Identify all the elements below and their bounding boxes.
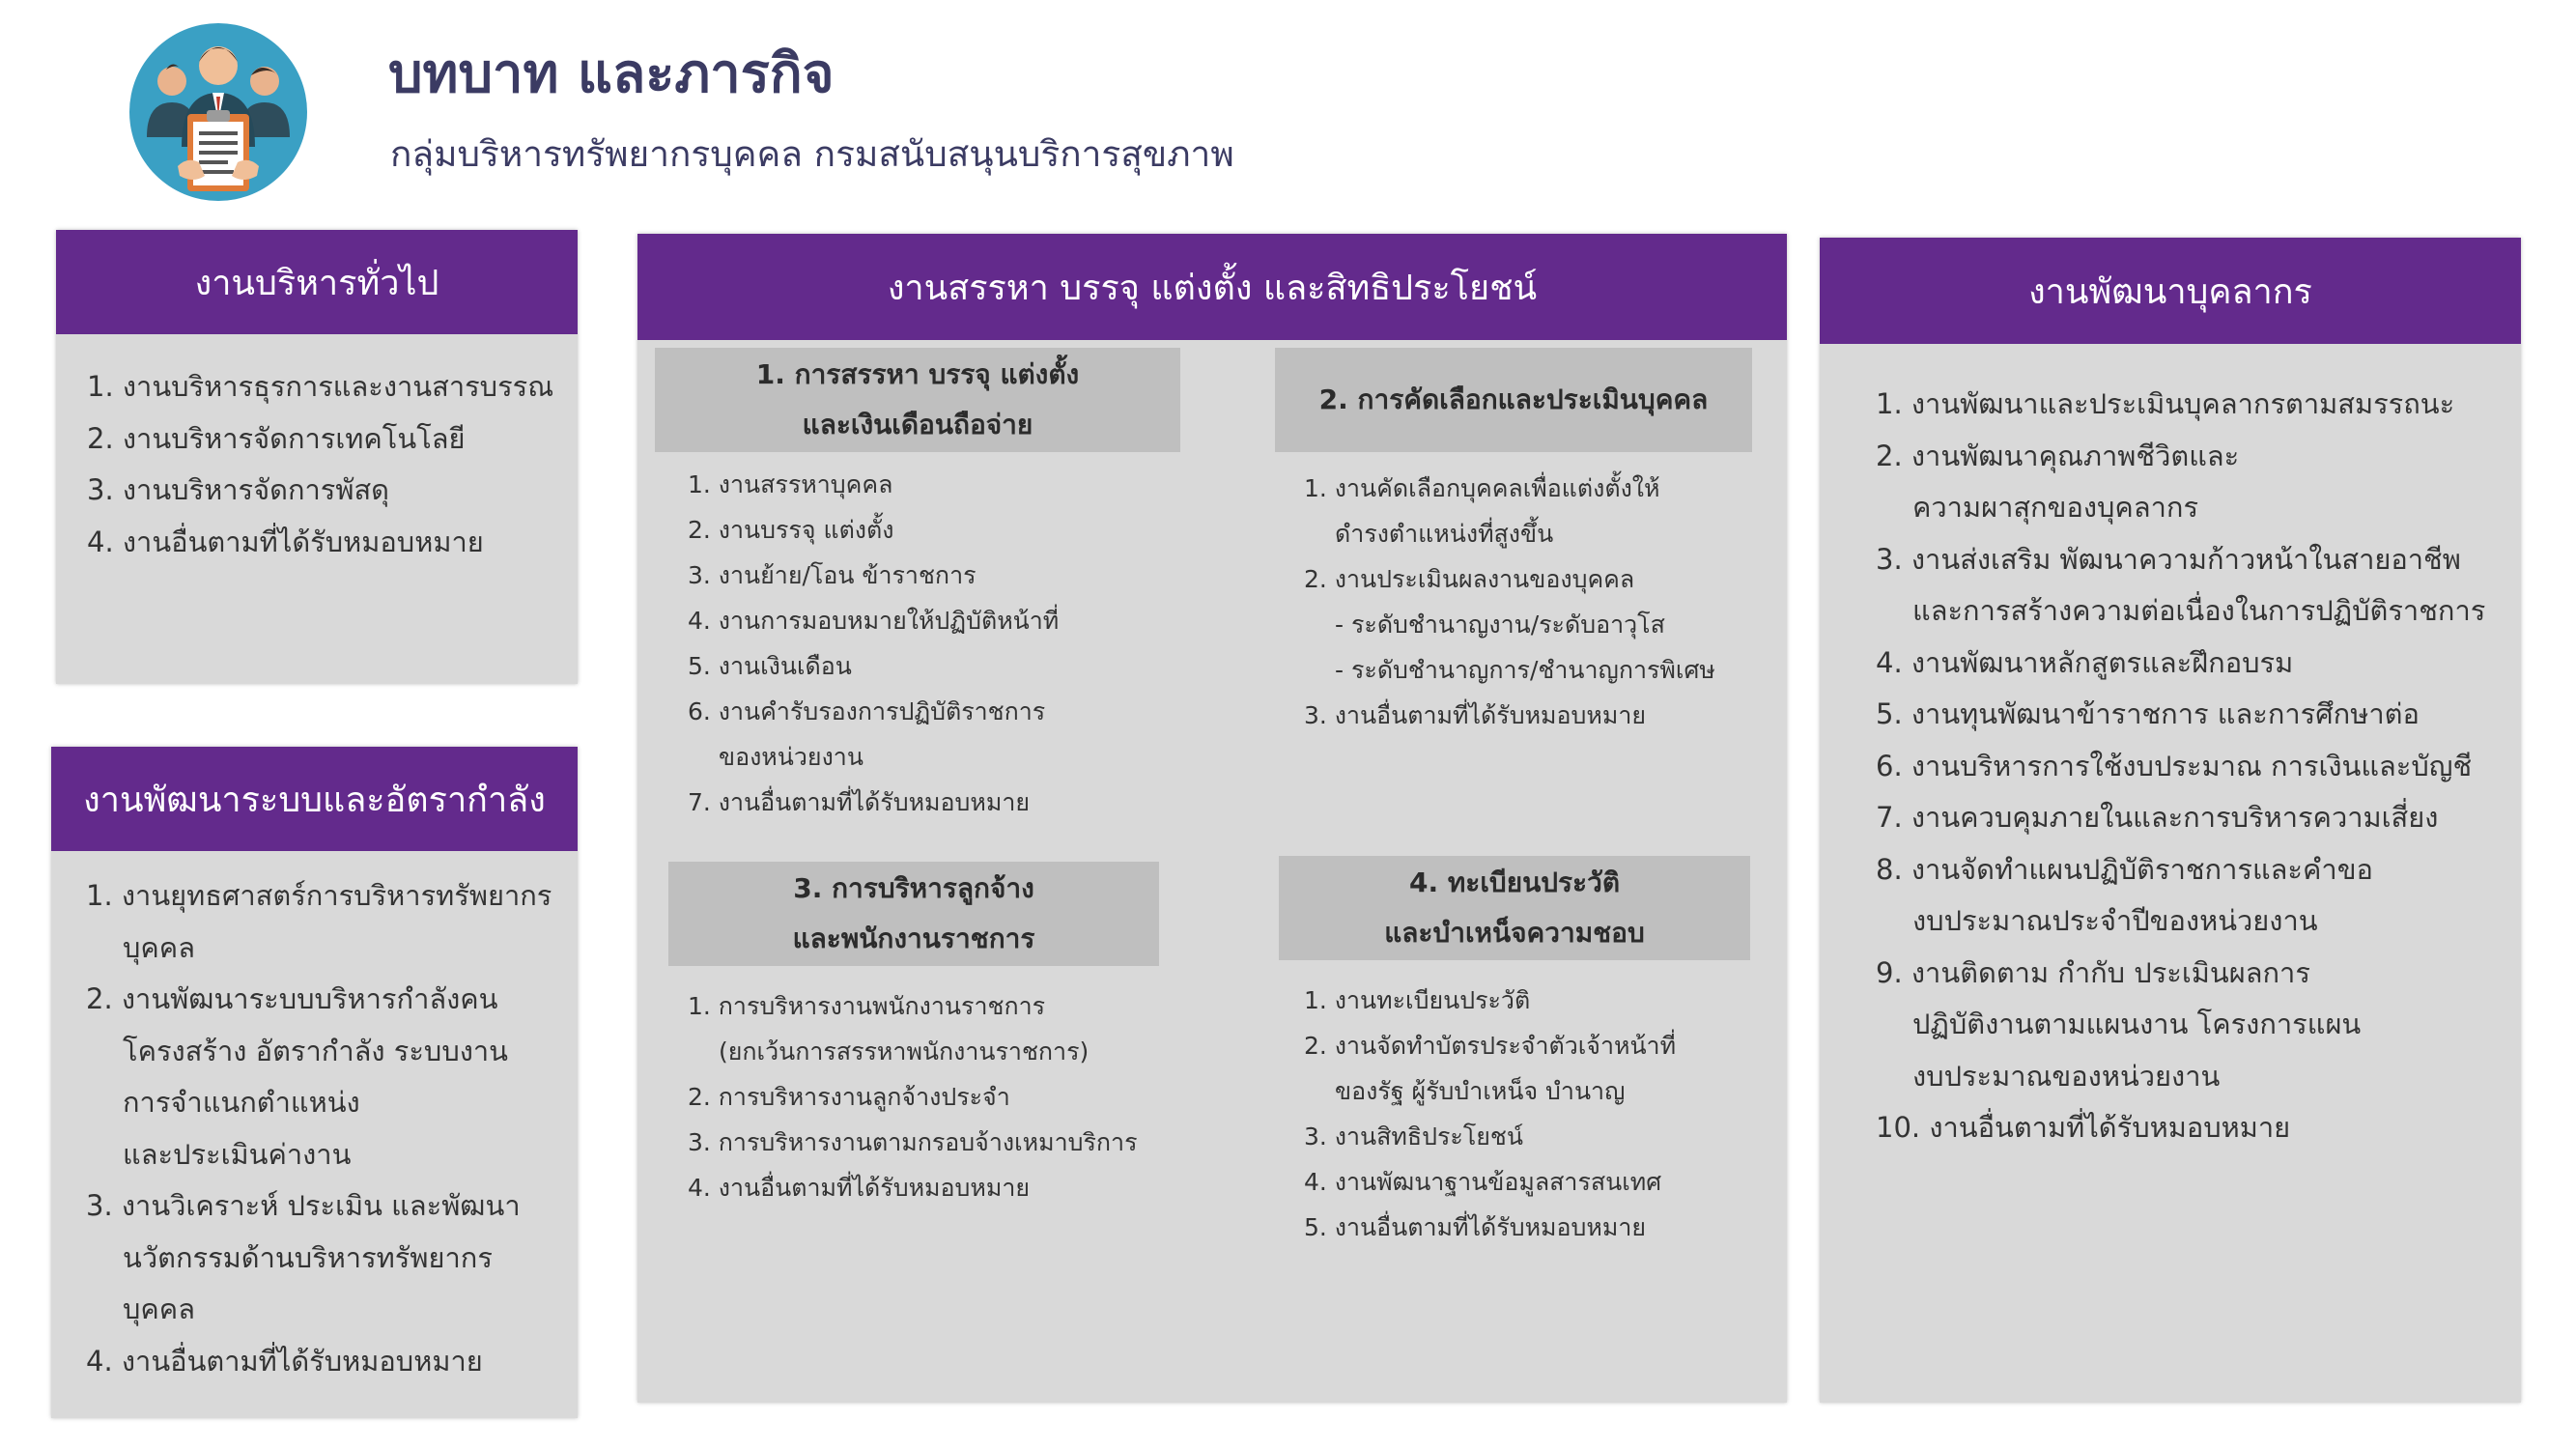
section-employees-header (668, 862, 1159, 966)
list-item: - ระดับชำนาญงาน/ระดับอาวุโส (1335, 611, 1665, 639)
panel-general-admin (56, 230, 578, 684)
list-item: 8. งานจัดทำแผนปฏิบัติราชการและคำขอ (1876, 852, 2373, 886)
list-item: ของรัฐ ผู้รับบำเหน็จ บำนาญ (1335, 1077, 1626, 1105)
list-item: งบประมาณประจำปีของหน่วยงาน (1912, 904, 2318, 937)
list-item: การจำแนกตำแหน่ง (123, 1086, 360, 1119)
panel-general-admin-header (56, 230, 578, 334)
panel-system-dev-header (51, 747, 578, 851)
list-item: 2. งานบริหารจัดการเทคโนโลยี (87, 421, 466, 455)
panel-personnel-dev-header (1820, 238, 2521, 344)
list-item: 6. งานคำรับรองการปฏิบัติราชการ (688, 697, 1046, 725)
list-item: 1. การบริหารงานพนักงานราชการ (688, 992, 1046, 1020)
section-title-line: และบำเหน็จความชอบ (1384, 917, 1645, 949)
page-subtitle: กลุ่มบริหารทรัพยากรบุคคล กรมสนับสนุนบริการสุขภาพ (390, 133, 1234, 175)
list-item: 2. งานประเมินผลงานของบุคคล (1304, 565, 1635, 593)
list-item: 3. งานส่งเสริม พัฒนาความก้าวหน้าในสายอาชีพ (1876, 542, 2461, 576)
general-admin-list (87, 361, 553, 568)
panel-title: งานบริหารทั่วไป (194, 263, 439, 303)
section-recruit-appoint-header (655, 348, 1180, 452)
list-item: 1. งานพัฒนาและประเมินบุคลากรตามสมรรถนะ (1876, 387, 2455, 420)
list-item: 4. งานพัฒนาฐานข้อมูลสารสนเทศ (1304, 1168, 1662, 1196)
panel-title: งานพัฒนาบุคลากร (2028, 271, 2312, 312)
panel-title: งานสรรหา บรรจุ แต่งตั้ง และสิทธิประโยชน์ (887, 268, 1538, 308)
section-title-line: และเงินเดือนถือจ่าย (802, 409, 1033, 440)
list-item: 7. งานอื่นตามที่ได้รับหมอบหมาย (688, 788, 1031, 816)
list-item: - ระดับชำนาญการ/ชำนาญการพิเศษ (1335, 656, 1715, 684)
list-item: 3. การบริหารงานตามกรอบจ้างเหมาบริการ (688, 1128, 1138, 1156)
panel-recruitment (637, 234, 1787, 1403)
list-item: 1. งานคัดเลือกบุคคลเพื่อแต่งตั้งให้ (1304, 474, 1660, 502)
list-item: 1. งานทะเบียนประวัติ (1304, 986, 1531, 1014)
list-item: ปฏิบัติงานตามแผนงาน โครงการแผน (1912, 1008, 2362, 1040)
panel-title: งานพัฒนาระบบและอัตรากำลัง (83, 780, 546, 820)
section-registry-header (1279, 856, 1750, 960)
list-item: ดำรงตำแหน่งที่สูงขึ้น (1335, 520, 1554, 548)
personnel-dev-list (1876, 379, 2485, 1154)
list-item: บุคคล (123, 1293, 195, 1325)
section-registry-list (1304, 978, 1676, 1250)
list-item: 5. งานอื่นตามที่ได้รับหมอบหมาย (1304, 1213, 1647, 1241)
list-item: 3. งานวิเคราะห์ ประเมิน และพัฒนา (86, 1189, 521, 1222)
list-item: 2. งานบรรจุ แต่งตั้ง (688, 516, 894, 544)
section-title-line: 4. ทะเบียนประวัติ (1408, 867, 1620, 898)
section-title-line: และพนักงานราชการ (792, 923, 1035, 954)
list-item: 3. งานบริหารจัดการพัสดุ (87, 473, 390, 506)
list-item: 4. งานอื่นตามที่ได้รับหมอบหมาย (86, 1344, 483, 1378)
list-item: 3. งานอื่นตามที่ได้รับหมอบหมาย (1304, 701, 1647, 729)
page-title: บทบาท และภารกิจ (388, 43, 835, 105)
list-item: 7. งานควบคุมภายในและการบริหารความเสี่ยง (1876, 801, 2439, 834)
list-item: งบประมาณของหน่วยงาน (1912, 1059, 2221, 1093)
list-item: 4. งานอื่นตามที่ได้รับหมอบหมาย (87, 525, 484, 558)
section-title-line: 1. การสรรหา บรรจุ แต่งตั้ง (755, 358, 1080, 390)
system-dev-list (86, 870, 552, 1387)
list-item: 6. งานบริหารการใช้งบประมาณ การเงินและบัญชี (1876, 749, 2473, 782)
list-item: (ยกเว้นการสรรหาพนักงานราชการ) (719, 1037, 1090, 1065)
list-item: ความผาสุกของบุคลากร (1912, 491, 2199, 524)
list-item: 2. งานพัฒนาระบบบริหารกำลังคน (86, 982, 498, 1015)
list-item: 5. งานทุนพัฒนาข้าราชการ และการศึกษาต่อ (1876, 697, 2420, 730)
list-item: บุคคล (123, 930, 195, 964)
list-item: 2. งานพัฒนาคุณภาพชีวิตและ (1876, 439, 2240, 472)
section-recruit-appoint-list (688, 462, 1059, 825)
list-item: 1. งานบริหารธุรการและงานสารบรรณ (87, 370, 554, 403)
panel-recruitment-header (637, 234, 1787, 340)
list-item: 3. งานย้าย/โอน ข้าราชการ (688, 561, 977, 589)
panel-system-dev (51, 747, 578, 1418)
list-item: นวัตกรรมด้านบริหารทรัพยากร (123, 1240, 493, 1274)
section-employees-list (688, 983, 1138, 1210)
section-selection-eval-list (1304, 466, 1715, 738)
list-item: โครงสร้าง อัตรากำลัง ระบบงาน (123, 1034, 508, 1067)
list-item: 5. งานเงินเดือน (688, 652, 852, 680)
list-item: 2. การบริหารงานลูกจ้างประจำ (688, 1083, 1010, 1111)
list-item: 9. งานติดตาม กำกับ ประเมินผลการ (1876, 955, 2310, 989)
list-item: 4. งานการมอบหมายให้ปฏิบัติหน้าที่ (688, 607, 1060, 635)
section-title-line: 3. การบริหารลูกจ้าง (793, 872, 1034, 904)
list-item: ของหน่วยงาน (719, 743, 863, 771)
panel-personnel-dev (1820, 238, 2521, 1403)
section-selection-eval-header (1275, 348, 1752, 452)
list-item: 1. งานสรรหาบุคคล (688, 470, 893, 498)
list-item: 3. งานสิทธิประโยชน์ (1304, 1122, 1523, 1151)
list-item: และการสร้างความต่อเนื่องในการปฏิบัติราชการ (1912, 594, 2486, 627)
list-item: 4. งานพัฒนาหลักสูตรและฝึกอบรม (1876, 645, 2294, 679)
list-item: 1. งานยุทธศาสตร์การบริหารทรัพยากร (86, 879, 552, 912)
list-item: และประเมินค่างาน (123, 1137, 352, 1171)
list-item: 10. งานอื่นตามที่ได้รับหมอบหมาย (1876, 1111, 2291, 1144)
list-item: 2. งานจัดทำบัตรประจำตัวเจ้าหน้าที่ (1304, 1032, 1677, 1060)
team-clipboard-icon (127, 21, 309, 203)
section-title-line: 2. การคัดเลือกและประเมินบุคคล (1318, 384, 1709, 415)
list-item: 4. งานอื่นตามที่ได้รับหมอบหมาย (688, 1174, 1031, 1202)
